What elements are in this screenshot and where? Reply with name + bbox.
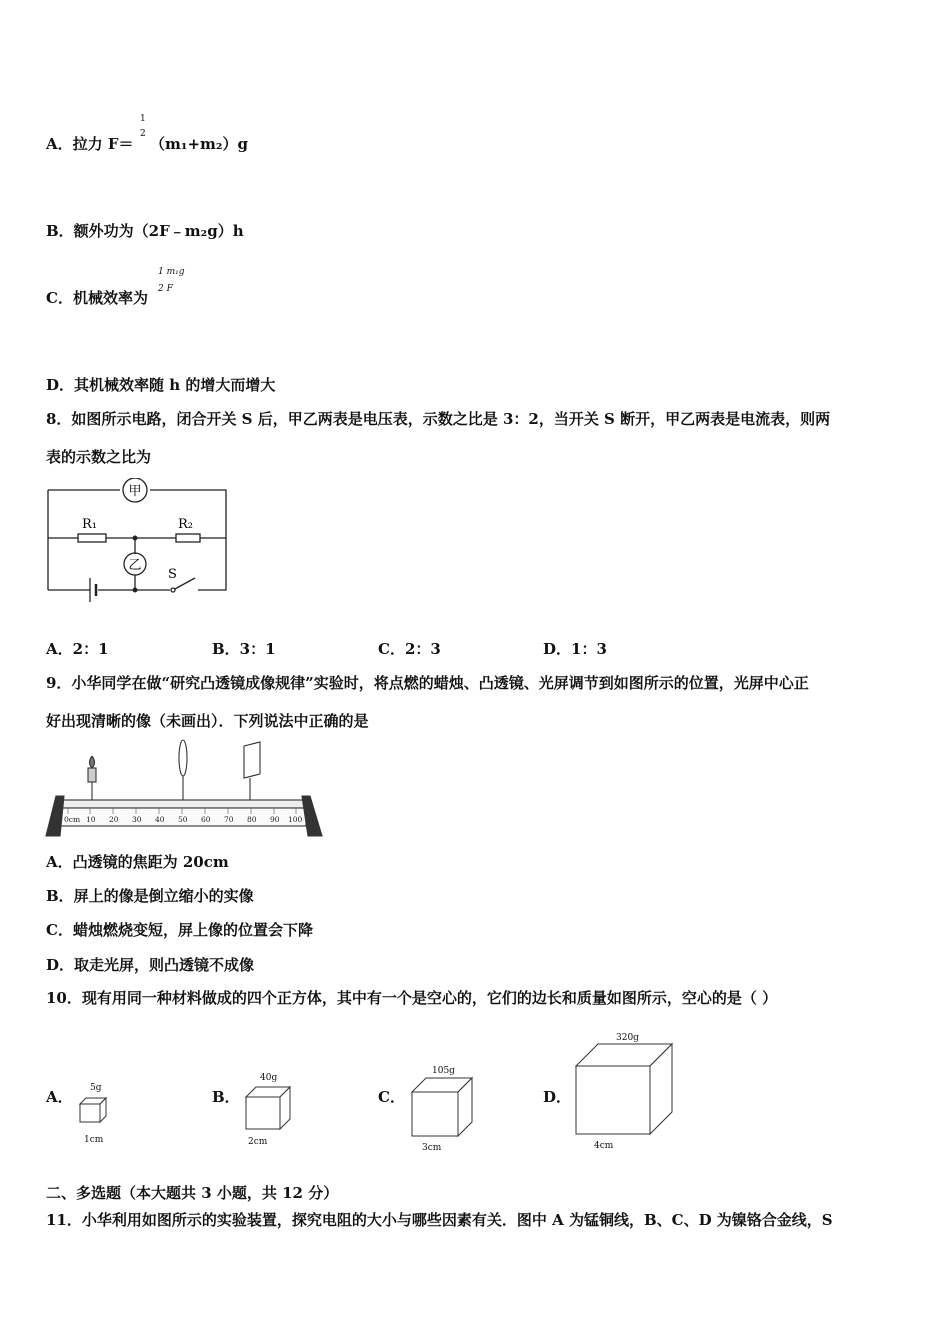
ruler-label-20: 20 <box>109 815 119 824</box>
q10-cube-c-mass: 105g <box>432 1066 455 1076</box>
q9-option-a: A．凸透镜的焦距为 20cm <box>46 853 229 871</box>
ruler-label-80: 80 <box>247 815 257 824</box>
ruler-label-90: 90 <box>270 815 280 824</box>
q10-option-c-label: C． <box>378 1088 405 1106</box>
q10-cube-d-mass: 320g <box>616 1033 639 1043</box>
q8-option-b: B．3：1 <box>212 640 276 658</box>
q8-option-d: D．1：3 <box>543 640 607 658</box>
q9-option-b: B．屏上的像是倒立缩小的实像 <box>46 887 254 905</box>
q9-option-c: C．蜡烛燃烧变短，屏上像的位置会下降 <box>46 921 313 939</box>
convex-lens <box>179 740 187 776</box>
q10-option-d-label: D． <box>543 1088 572 1106</box>
q7-option-a <box>46 134 134 154</box>
q11-stem: 11．小华利用如图所示的实验装置，探究电阻的大小与哪些因素有关．图中 A 为锰铜线，B、C、D 为镍铬合金线，S <box>46 1211 833 1229</box>
meter-yi-label: 乙 <box>128 558 142 573</box>
q10-cube-c <box>410 1076 476 1138</box>
candle <box>88 768 96 782</box>
q10-cube-c-edge: 3cm <box>422 1143 442 1153</box>
junction-dot <box>133 536 137 540</box>
q10-cube-d-edge: 4cm <box>594 1141 614 1151</box>
ruler-label-100: 100 <box>288 815 303 824</box>
q7-option-c-fraction-bottom: 2 F <box>158 284 173 294</box>
switch-label: S <box>168 567 177 582</box>
q9-option-d: D．取走光屏，则凸透镜不成像 <box>46 956 255 974</box>
junction-dot-bottom <box>133 588 137 592</box>
q8-option-c: C．2：3 <box>378 640 441 658</box>
q10-cube-a-edge: 1cm <box>84 1135 104 1145</box>
q7-option-b: B．额外功为（2F﹣m₂g）h <box>46 222 244 240</box>
light-screen <box>244 742 260 778</box>
bench-right-leg <box>302 796 322 836</box>
q7-option-a-fraction-bottom: 2 <box>140 129 146 139</box>
bench-rail <box>60 800 306 808</box>
circuit-wire-top-right <box>150 490 226 590</box>
ruler-label-40: 40 <box>155 815 165 824</box>
q7-option-a-tail: （m₁+m₂）g <box>150 135 248 153</box>
q9-stem-line1: 9．小华同学在做“研究凸透镜成像规律”实验时，将点燃的蜡烛、凸透镜、光屏调节到如图所示的位置，光屏中心正 <box>46 674 809 692</box>
q8-circuit-diagram <box>40 478 240 610</box>
bench-left-leg <box>46 796 64 836</box>
switch-pivot <box>171 588 175 592</box>
q8-option-a: A．2：1 <box>46 640 109 658</box>
resistor-r2 <box>176 534 200 542</box>
q10-cube-b <box>244 1083 294 1131</box>
q9-optical-bench <box>42 738 324 842</box>
resistor-r1-label: R₁ <box>82 517 97 532</box>
q10-option-a-label: A． <box>46 1088 73 1106</box>
ruler-label-70: 70 <box>224 815 234 824</box>
resistor-r2-label: R₂ <box>178 517 193 532</box>
q10-option-b-label: B． <box>212 1088 240 1106</box>
q10-cube-d <box>574 1042 676 1136</box>
resistor-r1 <box>78 534 106 542</box>
q10-stem: 10．现有用同一种材料做成的四个正方体，其中有一个是空心的，它们的边长和质量如图所示，空心的是（ ） <box>46 989 778 1007</box>
ruler-label-60: 60 <box>201 815 211 824</box>
candle-flame <box>90 756 95 768</box>
q10-cube-a <box>78 1094 112 1124</box>
meter-jia-label: 甲 <box>128 484 142 499</box>
q8-stem-line1: 8．如图所示电路，闭合开关 S 后，甲乙两表是电压表，示数之比是 3：2，当开关 S 断开，甲乙两表是电流表，则两 <box>46 410 831 428</box>
q8-stem-line2: 表的示数之比为 <box>46 448 152 466</box>
q7-option-d: D．其机械效率随 h 的增大而增大 <box>46 376 276 394</box>
q7-option-c: C．机械效率为 <box>46 289 148 307</box>
section2-heading: 二、多选题（本大题共 3 小题，共 12 分） <box>46 1184 339 1202</box>
ruler-label-10: 10 <box>86 815 96 824</box>
q7-option-c-fraction-top: 1 m₁g <box>158 267 185 277</box>
q10-cube-b-edge: 2cm <box>248 1137 268 1147</box>
ruler-label-50: 50 <box>178 815 188 824</box>
ruler-label-30: 30 <box>132 815 142 824</box>
q9-stem-line2: 好出现清晰的像（未画出）．下列说法中正确的是 <box>46 712 369 730</box>
q10-cube-b-mass: 40g <box>260 1073 278 1083</box>
ruler-label-0: 0cm <box>64 815 81 824</box>
q7-option-a-fraction-top: 1 <box>140 114 146 124</box>
q10-cube-a-mass: 5g <box>90 1083 102 1093</box>
q7-option-a-text: A．拉力 F＝ <box>46 135 134 153</box>
